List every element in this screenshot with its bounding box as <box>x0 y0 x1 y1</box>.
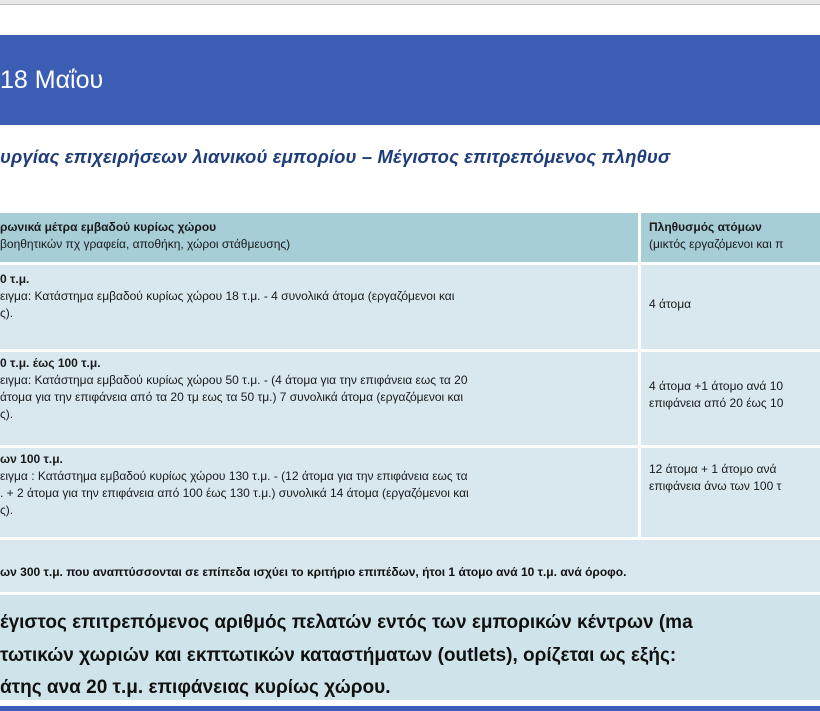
table-row-population <box>641 448 820 537</box>
row-example-line: . + 2 άτομα για την επιφάνεια από 100 έως 130 τ.μ.) συνολικά 14 άτομα (εργαζόμενοι και <box>0 486 469 500</box>
table-row-area <box>0 352 638 445</box>
row-example-line: ς). <box>0 503 14 517</box>
header-area-subtitle: βοηθητικών πχ γραφεία, αποθήκη, χώροι στάθμευσης) <box>0 237 291 251</box>
row-population-line: επιφάνεια άνω των 100 τ <box>649 479 782 493</box>
row-example-line: ειγμα: Κατάστημα εμβαδού κυρίως χώρου 50 τ.μ. - (4 άτομα για την επιφάνεια εως τα 20 <box>0 373 468 387</box>
table-row-area <box>0 448 638 537</box>
table-row-population <box>641 352 820 445</box>
row-example-line: ς). <box>0 306 14 320</box>
slide-bottom-edge <box>0 706 820 711</box>
header-population-cell <box>641 213 820 262</box>
row-population-line: επιφάνεια από 20 έως 10 <box>649 396 784 410</box>
row-example-line: ς). <box>0 407 14 421</box>
row-example-line: ειγμα: Κατάστημα εμβαδού κυρίως χώρου 18 τ.μ. - 4 συνολικά άτομα (εργαζόμενοι και <box>0 289 455 303</box>
row-population-line: 4 άτομα +1 άτομο ανά 10 <box>649 379 784 393</box>
row-example-line: ειγμα : Κατάστημα εμβαδού κυρίως χώρου 130 τ.μ. - (12 άτομα για την επιφάνεια εως τα <box>0 469 468 483</box>
row-range: 0 τ.μ. <box>0 272 30 286</box>
header-population-subtitle: (μικτός εργαζόμενοι και π <box>649 237 784 251</box>
mall-capacity-line-2: τωτικών χωριών και εκπτωτικών καταστήματων (outlets), ορίζεται ως εξής: <box>0 645 677 666</box>
table-row-population <box>641 265 820 349</box>
slide-banner <box>0 35 820 125</box>
row-population-line: 12 άτομα + 1 άτομο ανά <box>649 462 777 476</box>
mall-capacity-line-3: άτης ανα 20 τ.μ. επιφάνειας κυρίως χώρου. <box>0 677 391 698</box>
row-range: ων 100 τ.μ. <box>0 452 63 466</box>
multi-level-note: ων 300 τ.μ. που αναπτύσσονται σε επίπεδα ισχύει το κριτήριο επιπέδων, ήτοι 1 άτομο ανά 10 τ.μ. ανά όροφο. <box>0 565 627 579</box>
row-range: 0 τ.μ. έως 100 τ.μ. <box>0 356 101 370</box>
table-row-area <box>0 265 638 349</box>
header-population-title: Πληθυσμός ατόμων <box>649 220 762 234</box>
mall-capacity-line-1: έγιστος επιτρεπόμενος αριθμός πελατών εντός των εμπορικών κέντρων (ma <box>0 612 693 633</box>
window-top-edge <box>0 0 820 5</box>
row-population-line: 4 άτομα <box>649 297 692 311</box>
banner-date: 18 Μαΐου <box>0 66 104 94</box>
header-area-cell <box>0 213 638 262</box>
header-area-title: ρωνικά μέτρα εμβαδού κυρίως χώρου <box>0 220 217 234</box>
slide-title: υργίας επιχειρήσεων λιανικού εμπορίου – Μέγιστος επιτρεπόμενος πληθυσ <box>0 146 671 167</box>
row-example-line: άτομα για την επιφάνεια από τα 20 τμ εως τα 50 τμ.) 7 συνολικά άτομα (εργαζόμενοι και <box>0 390 464 404</box>
